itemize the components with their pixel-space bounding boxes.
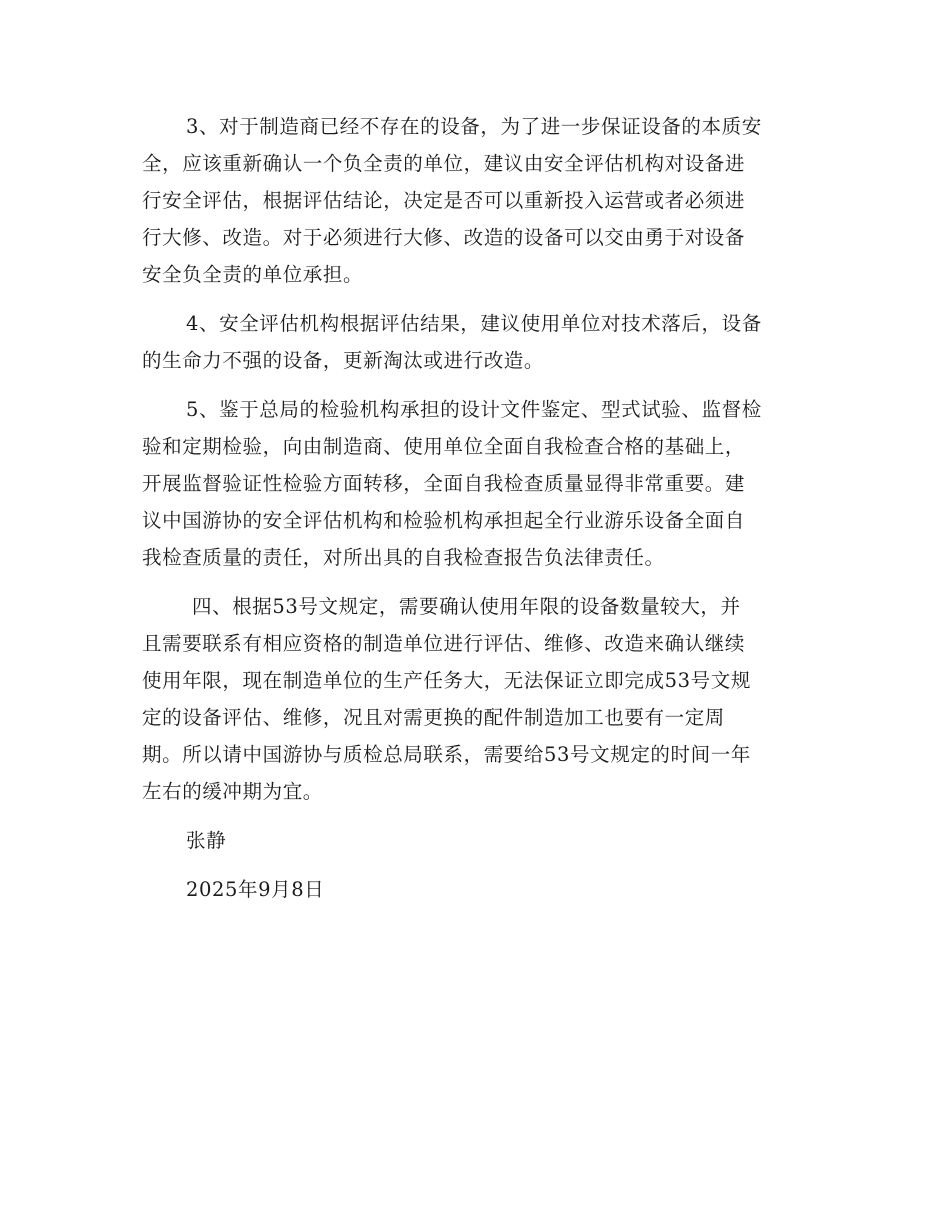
text-line: 验和定期检验，向由制造商、使用单位全面自我检查合格的基础上， [142,435,746,458]
paragraph-item-4 [142,305,806,379]
paragraph-section-four [142,588,806,810]
text-line: 左右的缓冲期为宜。 [142,780,323,803]
text-line: 且需要联系有相应资格的制造单位进行评估、维修、改造来确认继续 [142,632,746,655]
text-line: 四、根据53号文规定，需要确认使用年限的设备数量较大，并 [192,595,741,618]
paragraph-item-3 [142,108,806,293]
text-line: 3、对于制造商已经不存在的设备，为了进一步保证设备的本质安 [186,115,762,138]
text-line: 全，应该重新确认一个负全责的单位，建议由安全评估机构对设备进 [142,152,746,175]
paragraph-item-5 [142,391,806,576]
text-line: 安全负全责的单位承担。 [142,263,364,286]
text-line: 4、安全评估机构根据评估结果，建议使用单位对技术落后，设备 [186,312,762,335]
text-line: 我检查质量的责任，对所出具的自我检查报告负法律责任。 [142,546,665,569]
text-line: 开展监督验证性检验方面转移，全面自我检查质量显得非常重要。建 [142,472,746,495]
text-line: 的生命力不强的设备，更新淘汰或进行改造。 [142,349,545,372]
text-line: 行安全评估，根据评估结论，决定是否可以重新投入运营或者必须进 [142,189,746,212]
signature-date: 2025年9月8日 [186,878,325,901]
signature-name: 张静 [186,829,227,852]
text-line: 行大修、改造。对于必须进行大修、改造的设备可以交由勇于对设备 [142,226,746,249]
text-line: 期。所以请中国游协与质检总局联系，需要给53号文规定的时间一年 [142,743,751,766]
document-body [142,108,806,908]
text-line: 议中国游协的安全评估机构和检验机构承担起全行业游乐设备全面自 [142,509,746,532]
text-line: 5、鉴于总局的检验机构承担的设计文件鉴定、型式试验、监督检 [186,398,762,421]
text-line: 使用年限，现在制造单位的生产任务大，无法保证立即完成53号文规 [142,669,751,692]
text-line: 定的设备评估、维修，况且对需更换的配件制造加工也要有一定周 [142,706,725,729]
